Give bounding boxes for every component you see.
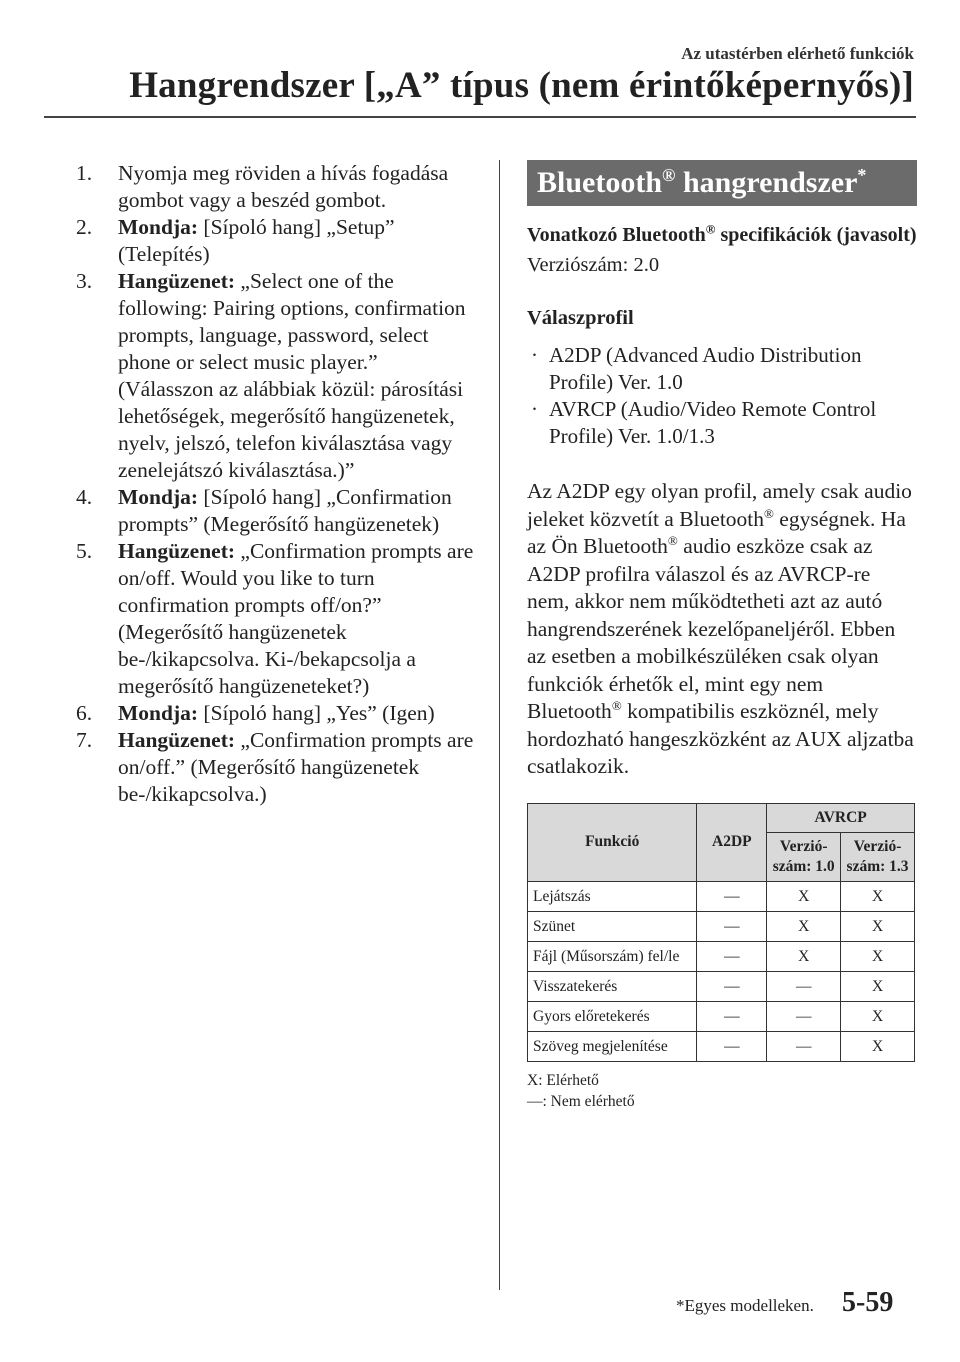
header-rule [44,116,916,118]
bullet-icon: · [531,397,538,421]
step-number: 7. [76,728,93,752]
profile-text: AVRCP (Audio/Video Remote Control Profile) Ver. 1.0/1.3 [549,397,877,448]
cell-function: Szünet [528,911,697,941]
step-label: Hangüzenet: [118,728,236,752]
step-text: [Sípoló hang] „Setup” (Telepítés) [118,215,395,266]
step-number: 5. [76,539,93,563]
registered-mark: ® [611,697,622,713]
registered-mark: ® [764,505,774,521]
bullet-icon: · [531,343,538,367]
legend-unavailable: —: Nem elérhető [527,1092,635,1110]
step-item [76,727,476,808]
step-item [76,700,476,727]
cell-v10: X [767,911,841,941]
section-banner [527,160,917,206]
cell-function: Visszatekerés [528,971,697,1001]
registered-mark: ® [705,221,716,237]
profile-heading: Válaszprofil [527,307,634,329]
paragraph-text: kompatibilis eszköznél, mely hordozható hangeszközként az AUX aljzatba csatlakozik. [527,699,914,778]
step-item [76,268,476,484]
cell-v10: — [767,1031,841,1061]
cell-v10: X [767,941,841,971]
step-label: Hangüzenet: [118,539,236,563]
header-function: Funkció [528,803,697,881]
cell-v13: X [841,1031,915,1061]
cell-a2dp: — [697,1001,767,1031]
table-row [528,1031,915,1061]
step-text: [Sípoló hang] „Confirmation prompts” (Megerősítő hangüzenetek) [118,485,452,536]
table-row [528,1001,915,1031]
steps-column [76,160,476,808]
table-row [528,971,915,1001]
list-item [527,396,917,450]
table-row [528,911,915,941]
step-number: 2. [76,215,93,239]
step-text: „Select one of the following: Pairing options, confirmation prompts, language, password, select phone or select music player.” (Válasszon az alábbiak közül: párosítási lehetőségek, megerősítő hangüzenetek, nyelv, jelszó, telefon kiválasztása vagy zenelejátszó kiválasztása.)” [118,269,466,482]
banner-text: Bluetooth [537,166,663,199]
table-row [528,881,915,911]
spec-heading-rest: specifikációk (javasolt) [715,224,917,246]
asterisk-mark: * [857,165,867,185]
paragraph-text: audio eszköze csak az A2DP profilra válaszol és az AVRCP-re nem, akkor nem működtetheti azt az autó hangrendszerének kezelőpaneljéről. Ebben az esetben a mobilkészüléken csak olyan funkciók érhetők el, mint egy nem Bluetooth [527,534,896,723]
step-label: Mondja: [118,215,199,239]
body-paragraph [527,478,917,781]
cell-a2dp: — [697,971,767,1001]
header-version-10: Verzió-szám: 1.0 [767,832,841,881]
legend-available: X: Elérhető [527,1071,599,1089]
step-item [76,214,476,268]
registered-mark: ® [662,165,676,185]
table-row [528,941,915,971]
version-text: Verziószám: 2.0 [527,254,660,276]
registered-mark: ® [667,532,678,548]
table-legend [527,1070,917,1112]
footnote: *Egyes modelleken. [676,1296,814,1315]
cell-function: Fájl (Műsorszám) fel/le [528,941,697,971]
bluetooth-column [527,160,917,1112]
header-version-13: Verzió-szám: 1.3 [841,832,915,881]
step-number: 6. [76,701,93,725]
cell-function: Szöveg megjelenítése [528,1031,697,1061]
profile-list [527,342,917,450]
step-number: 3. [76,269,93,293]
cell-v13: X [841,1001,915,1031]
step-item [76,484,476,538]
cell-function: Gyors előretekerés [528,1001,697,1031]
function-table [527,803,915,1062]
step-label: Hangüzenet: [118,269,236,293]
step-number: 4. [76,485,93,509]
cell-v13: X [841,941,915,971]
step-text: [Sípoló hang] „Yes” (Igen) [198,701,435,725]
column-divider [499,160,500,1290]
cell-v13: X [841,881,915,911]
cell-function: Lejátszás [528,881,697,911]
cell-v10: — [767,1001,841,1031]
list-item [527,342,917,396]
cell-a2dp: — [697,881,767,911]
step-text: „Confirmation prompts are on/off.” (Megerősítő hangüzenetek be-/kikapcsolva.) [118,728,474,806]
spec-heading [527,222,917,248]
profile-text: A2DP (Advanced Audio Distribution Profile) Ver. 1.0 [549,343,862,394]
step-label: Mondja: [118,485,199,509]
cell-v10: X [767,881,841,911]
step-item [76,160,476,214]
step-number: 1. [76,161,93,185]
cell-v10: — [767,971,841,1001]
step-text: Nyomja meg röviden a hívás fogadása gombot vagy a beszéd gombot. [118,161,449,212]
step-text: „Confirmation prompts are on/off. Would you like to turn confirmation prompts off/on?” (Megerősítő hangüzenetek be-/kikapcsolva. Ki-/bekapcsolja a megerősítő hangüzeneteket?) [118,539,474,698]
page-title: Hangrendszer [„A” típus (nem érintőképernyős)] [129,65,914,106]
cell-a2dp: — [697,911,767,941]
header-avrcp: AVRCP [767,803,915,832]
step-item [76,538,476,700]
cell-v13: X [841,971,915,1001]
cell-a2dp: — [697,1031,767,1061]
page-number: 5-59 [842,1287,894,1318]
cell-v13: X [841,911,915,941]
header-a2dp: A2DP [697,803,767,881]
cell-a2dp: — [697,941,767,971]
paragraph-text: Az A2DP egy olyan profil, amely csak audio jeleket közvetít a Bluetooth [527,479,912,531]
spec-heading-text: Vonatkozó Bluetooth [527,224,706,246]
paragraph-text: egységnek. Ha az Ön Bluetooth [527,506,906,558]
step-label: Mondja: [118,701,199,725]
section-subtitle: Az utastérben elérhető funkciók [681,44,914,63]
banner-text-rest: hangrendszer [675,166,858,199]
